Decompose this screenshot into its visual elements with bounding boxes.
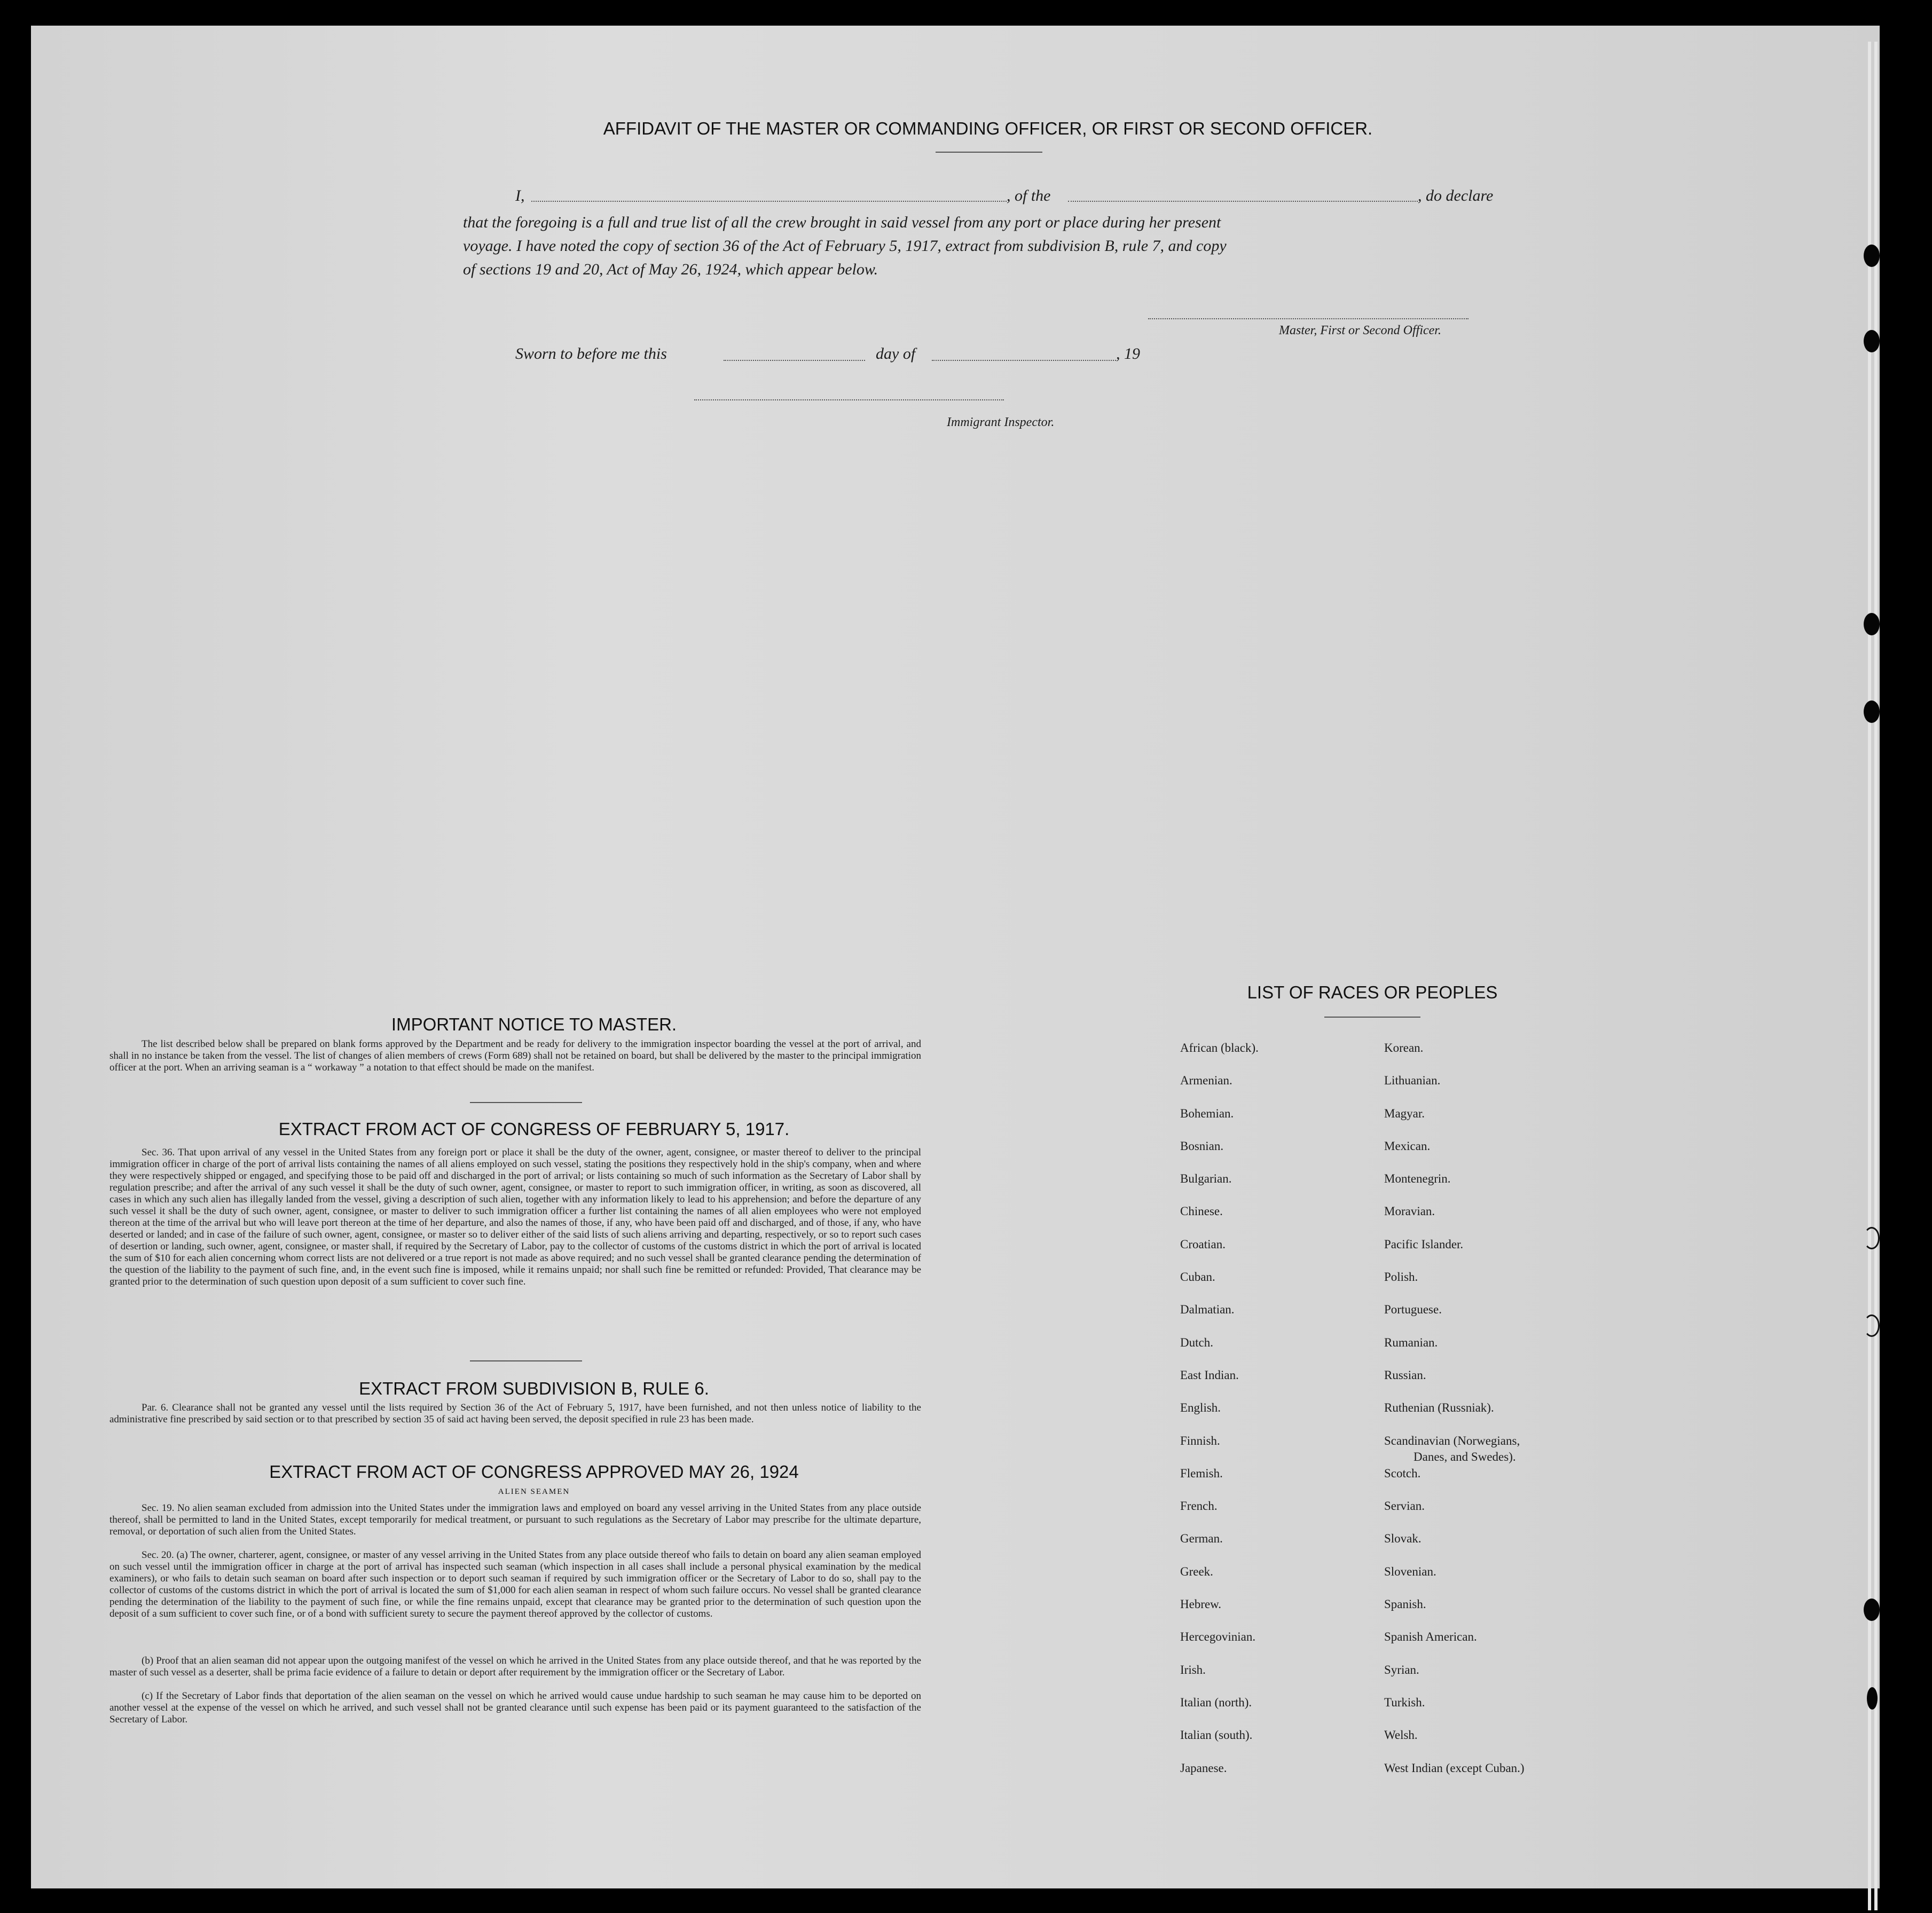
race-item: Hebrew. — [1180, 1597, 1222, 1611]
race-item: Moravian. — [1384, 1205, 1435, 1218]
name-blank[interactable] — [531, 201, 1007, 202]
race-item: English. — [1180, 1401, 1221, 1415]
race-item: Flemish. — [1180, 1466, 1223, 1480]
race-item: Russian. — [1384, 1368, 1426, 1382]
race-item: Italian (south). — [1180, 1728, 1253, 1742]
extract-rule6-body: Par. 6. Clearance shall not be granted any vessel until the lists required by Section 36 of the Act of February 5, 1917, have been furnished, and not then unless notice of liability to the administrative fine prescribed by said section or to that prescribed by section 35 of said act having been served, the deposit specified in rule 23 has been made. — [109, 1402, 921, 1425]
extract-1924-sec19: Sec. 19. No alien seaman excluded from admission into the United States under the immigration laws and employed on board any vessel arriving in the United States from any place outside thereof, shall be permitted to land in the United States, except temporarily for medical treatment, or pursuant to such regulations as the Secretary of Labor may prescribe for the ultimate departure, removal, or deportation of such alien from the United States. — [109, 1502, 921, 1537]
extract-1924-title: EXTRACT FROM ACT OF CONGRESS APPROVED MAY 26, 1924 — [269, 1462, 799, 1482]
race-item: Servian. — [1384, 1499, 1425, 1513]
extract-1924-sec20a: Sec. 20. (a) The owner, charterer, agent, consignee, or master of any vessel arriving in the United States from any place outside thereof who fails to detain on board any alien seaman employed on such vessel until the immigration officer in charge at the port of arrival has inspected such seaman (which inspection in all cases shall include a personal physical examination by the medical examiners), or who fails to detain such seaman on board after such inspection or to deport such seaman if required by such immigration officer or the Secretary of Labor to do so, shall pay to the collector of customs of the customs district in which the port of arrival is located the sum of $1,000 for each alien seaman in respect of whom such failure occurs. No vessel shall be granted clearance pending the determination of the liability to the payment of such fine, or while the fine remains unpaid, except that clearance may be granted prior to the determination of such question upon the deposit of a sum sufficient to cover such fine, or of a bond with sufficient surety to secure the payment thereof approved by the collector of customs. — [109, 1549, 921, 1619]
race-item: German. — [1180, 1532, 1223, 1546]
race-item: French. — [1180, 1499, 1218, 1513]
sworn-label: Sworn to before me this — [515, 345, 667, 363]
race-item: Pacific Islander. — [1384, 1237, 1464, 1251]
race-item: Spanish. — [1384, 1597, 1426, 1611]
races-rule — [1324, 1017, 1420, 1018]
inspector-caption: Immigrant Inspector. — [947, 415, 1055, 429]
race-item: Polish. — [1384, 1270, 1418, 1284]
year-label: , 19 — [1116, 345, 1140, 363]
race-item: Syrian. — [1384, 1663, 1419, 1676]
notice-title: IMPORTANT NOTICE TO MASTER. — [391, 1014, 677, 1034]
inspector-signature-line[interactable] — [694, 399, 1004, 400]
extract-1924-subtitle: ALIEN SEAMEN — [498, 1487, 570, 1496]
race-item: Irish. — [1180, 1663, 1206, 1676]
race-item: Dalmatian. — [1180, 1303, 1235, 1317]
extract-1917-title: EXTRACT FROM ACT OF CONGRESS OF FEBRUARY 5, 1917. — [278, 1119, 790, 1139]
extract-1917-body: Sec. 36. That upon arrival of any vessel in the United States from any foreign port or place it shall be the duty of the owner, agent, consignee, or master thereof to deliver to the principal immigration officer in charge of the port of arrival lists containing the names of all aliens employed on such vessel, stating the positions they respectively hold in the ship's company, when and where they were respectively shipped or engaged, and specifying those to be paid off and discharged in the port of arrival; or lists containing so much of such information as the Secretary of Labor shall by regulation prescribe; and after the arrival of any such vessel it shall be the duty of such owner, agent, consignee, or master to report to such immigration officer, in writing, as soon as discovered, all cases in which any such alien has illegally landed from the vessel, giving a description of such alien, together with any information likely to lead to his apprehension; and before the departure of any such vessel it shall be the duty of such owner, agent, consignee, or master to deliver to such immigration officer a further list containing the names of all alien employees who were not employed thereon at the time of the arrival but who will leave port thereon at the time of her departure, and also the names of those, if any, who have been paid off and discharged, and of those, if any, who have deserted or landed; and in case of the failure of such owner, agent, consignee, or master so to deliver either of the said lists of such aliens arriving and departing, respectively, or so to report such cases of desertion or landing, such owner, agent, consignee, or master shall, if required by the Secretary of Labor, pay to the collector of customs of the customs district in which the port of arrival is located the sum of $10 for each alien concerning whom correct lists are not delivered or a true report is not made as above required; and no such vessel shall be granted clearance pending the determination of the question of the liability to the payment of such fine, and, in the event such fine is imposed, while it remains unpaid; nor shall such fine be remitted or refunded: Provided, That clearance may be granted prior to the determination of such question upon deposit of a sum sufficient to cover such fine. — [109, 1147, 921, 1287]
affidavit-body-line-1: that the foregoing is a full and true list of all the crew brought in said vessel from any port or place during her present — [463, 214, 1221, 231]
race-item: Welsh. — [1384, 1728, 1418, 1742]
day-blank[interactable] — [724, 360, 865, 361]
races-right-column — [1384, 1040, 1525, 1793]
race-item: Magyar. — [1384, 1106, 1425, 1120]
race-item: Scotch. — [1384, 1466, 1421, 1480]
race-item: Scandinavian (Norwegians, — [1384, 1434, 1520, 1447]
race-item: Lithuanian. — [1384, 1074, 1441, 1088]
race-item: Mexican. — [1384, 1139, 1431, 1153]
vessel-blank[interactable] — [1068, 201, 1418, 202]
race-item: Armenian. — [1180, 1074, 1232, 1088]
race-item: Spanish American. — [1384, 1630, 1477, 1644]
affidavit-title: AFFIDAVIT OF THE MASTER OR COMMANDING OFFICER, OR FIRST OR SECOND OFFICER. — [603, 119, 1373, 138]
race-item: Chinese. — [1180, 1205, 1223, 1218]
race-item: Danes, and Swedes). — [1413, 1450, 1516, 1463]
binder-hole — [1864, 1314, 1880, 1337]
signature-line[interactable] — [1148, 318, 1468, 319]
race-item: Italian (north). — [1180, 1695, 1252, 1709]
race-item: Turkish. — [1384, 1695, 1425, 1709]
race-item: West Indian (except Cuban.) — [1384, 1761, 1525, 1775]
binder-hole — [1867, 1687, 1878, 1710]
binder-hole — [1864, 330, 1880, 352]
race-item: Greek. — [1180, 1564, 1213, 1578]
race-item: Bulgarian. — [1180, 1172, 1232, 1186]
race-item: Croatian. — [1180, 1237, 1226, 1251]
race-item: Korean. — [1384, 1041, 1424, 1054]
race-item: Portuguese. — [1384, 1303, 1442, 1317]
affidavit-body-line-3: of sections 19 and 20, Act of May 26, 1924, which appear below. — [463, 261, 878, 278]
race-item: Slovenian. — [1384, 1564, 1436, 1578]
day-of-label: day of — [876, 345, 916, 363]
month-blank[interactable] — [932, 360, 1116, 361]
affidavit-of-the-label: , of the — [1007, 187, 1051, 204]
extract-1924-sec20c: (c) If the Secretary of Labor finds that deportation of the alien seaman on the vessel on which he arrived would cause undue hardship to such seaman he may cause him to be deported on another vessel at the expense of the vessel on which he arrived, and such vessel shall not be granted clearance until such expense has been paid or its payment guaranteed to the satisfaction of the Secretary of Labor. — [109, 1690, 921, 1725]
races-left-column — [1180, 1040, 1259, 1793]
extract-rule6-title: EXTRACT FROM SUBDIVISION B, RULE 6. — [359, 1379, 709, 1398]
race-item: Bohemian. — [1180, 1106, 1234, 1120]
race-item: Japanese. — [1180, 1761, 1227, 1775]
notice-rule — [470, 1102, 582, 1103]
binder-hole — [1864, 613, 1880, 635]
extract-1924-sec20b: (b) Proof that an alien seaman did not appear upon the outgoing manifest of the vessel on which he arrived in the United States from any place outside thereof, and that he was reported by the master of such vessel as a deserter, shall be prima facie evidence of a failure to detain or deport after requirement by the immigration officer or the Secretary of Labor. — [109, 1655, 921, 1678]
races-title: LIST OF RACES OR PEOPLES — [1247, 982, 1498, 1002]
race-item: Dutch. — [1180, 1335, 1213, 1349]
race-item: Montenegrin. — [1384, 1172, 1451, 1186]
race-item: Rumanian. — [1384, 1335, 1438, 1349]
race-item: Hercegovinian. — [1180, 1630, 1256, 1644]
affidavit-declare-label: , do declare — [1418, 187, 1494, 204]
binder-hole — [1864, 1599, 1880, 1621]
affidavit-i-label: I, — [515, 187, 525, 204]
race-item: Finnish. — [1180, 1434, 1220, 1447]
race-item: Slovak. — [1384, 1532, 1421, 1546]
race-item: East Indian. — [1180, 1368, 1239, 1382]
title-rule — [936, 152, 1042, 153]
affidavit-body-line-2: voyage. I have noted the copy of section 36 of the Act of February 5, 1917, extract from subdivision B, rule 7, and copy — [463, 237, 1227, 255]
race-item: Ruthenian (Russniak). — [1384, 1401, 1494, 1415]
race-item: Bosnian. — [1180, 1139, 1224, 1153]
page-edge — [1874, 42, 1878, 1910]
race-item: African (black). — [1180, 1041, 1259, 1054]
notice-body: The list described below shall be prepared on blank forms approved by the Department and be ready for delivery to the immigration inspector boarding the vessel at the port of arrival, and shall in no instance be taken from the vessel. The list of changes of alien members of crews (Form 689) shall not be retained on board, but shall be delivered by the master to the principal immigration officer at the port. When an arriving seaman is a “ workaway ” a notation to that effect should be made on the manifest. — [109, 1038, 921, 1073]
race-item: Cuban. — [1180, 1270, 1215, 1284]
signature-caption: Master, First or Second Officer. — [1279, 324, 1441, 337]
binder-hole — [1864, 245, 1880, 267]
extract-1917-rule — [470, 1360, 582, 1361]
binder-hole — [1864, 1227, 1880, 1249]
page-edge — [1868, 42, 1871, 1910]
binder-hole — [1864, 700, 1880, 723]
